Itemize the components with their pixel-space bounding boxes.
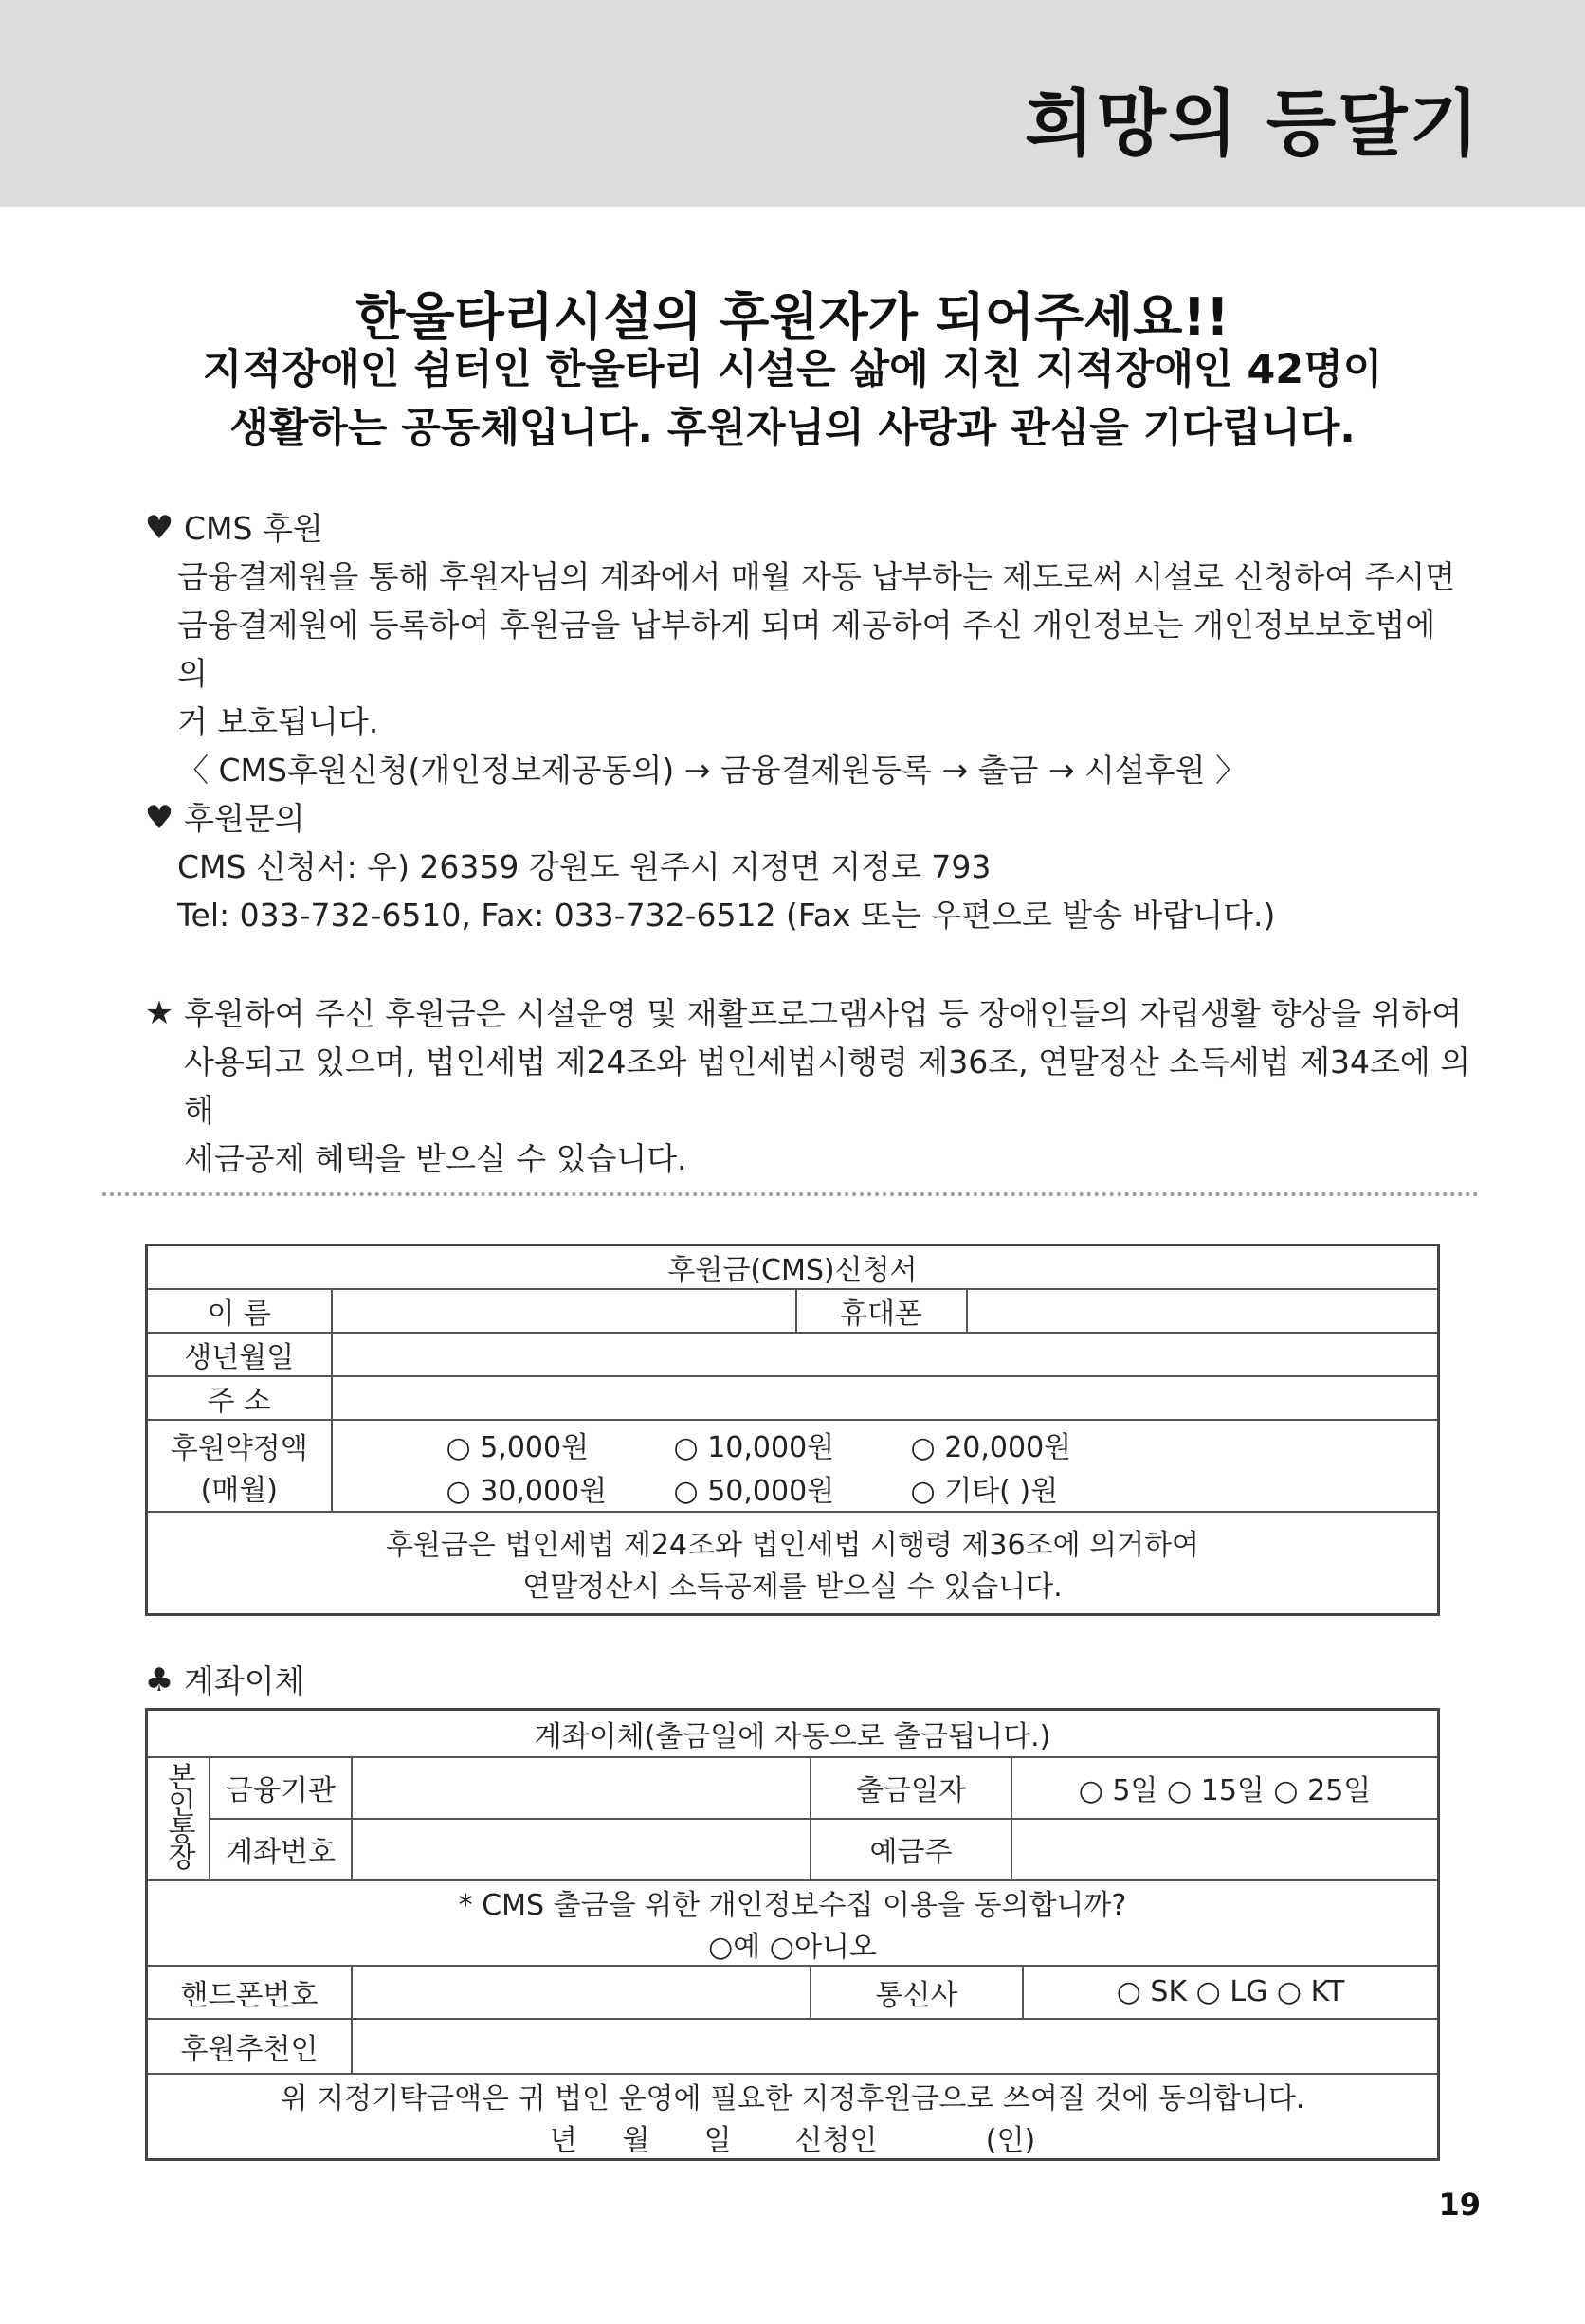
notice-line: 세금공제 혜택을 받으실 수 있습니다.	[184, 1140, 687, 1177]
star-icon: ★	[144, 994, 174, 1032]
form-title: 후원금(CMS)신청서	[147, 1245, 1439, 1290]
agreement-statement	[147, 2074, 1439, 2160]
referrer-label: 후원추천인	[147, 2019, 353, 2074]
transfer-form-title: 계좌이체(출금일에 자동으로 출금됩니다.)	[147, 1710, 1439, 1757]
address-label: 주 소	[147, 1376, 332, 1420]
privacy-consent-options[interactable]: ○예 ○아니오	[708, 1930, 877, 1964]
privacy-consent	[147, 1880, 1439, 1966]
birthdate-field[interactable]	[332, 1333, 1439, 1376]
address-field[interactable]	[332, 1376, 1439, 1420]
name-field[interactable]	[332, 1289, 796, 1333]
cms-heading: CMS 후원	[184, 510, 323, 547]
account-number-label: 계좌번호	[210, 1819, 352, 1880]
page-number: 19	[1438, 2187, 1481, 2223]
carrier-label: 통신사	[811, 1966, 1023, 2019]
phone-label: 휴대폰	[796, 1289, 967, 1333]
amount-option-20000[interactable]: ○ 20,000원	[910, 1430, 1072, 1464]
inquiry-heading: 후원문의	[184, 800, 305, 837]
phone-field[interactable]	[967, 1289, 1439, 1333]
name-label: 이 름	[147, 1289, 332, 1333]
club-icon: ♣	[144, 1661, 174, 1699]
withdraw-date-label: 출금일자	[811, 1757, 1011, 1819]
notice-line: 후원하여 주신 후원금은 시설운영 및 재활프로그램사업 등 장애인들의 자립생활 향상을 위하여	[184, 995, 1463, 1032]
bank-label: 금융기관	[210, 1757, 352, 1819]
cms-line: 금융결제원을 통해 후원자님의 계좌에서 매월 자동 납부하는 제도로써 시설로 신청하여 주시면	[177, 558, 1456, 595]
signature-line: 년 월 일 신청인 (인)	[549, 2123, 1036, 2157]
transfer-heading: 계좌이체	[184, 1662, 305, 1699]
headline-line-3: 생활하는 공동체입니다. 후원자님의 사랑과 관심을 기다립니다.	[229, 405, 1356, 452]
transfer-section	[144, 1657, 1471, 1705]
tax-notice-section	[144, 990, 1471, 1183]
amount-option-30000[interactable]: ○ 30,000원	[446, 1474, 608, 1508]
own-account-label	[147, 1757, 210, 1880]
amount-options	[332, 1420, 1439, 1512]
tax-note-line: 연말정산시 소득공제를 받으실 수 있습니다.	[522, 1570, 1063, 1604]
own-account-text: 본인통장	[162, 1761, 195, 1868]
privacy-consent-question: * CMS 출금을 위한 개인정보수집 이용을 동의합니까?	[458, 1888, 1127, 1922]
account-holder-label: 예금주	[811, 1819, 1011, 1880]
heart-icon: ♥	[144, 509, 174, 547]
mobile-label: 핸드폰번호	[147, 1966, 353, 2019]
inquiry-address: CMS 신청서: 우) 26359 강원도 원주시 지정면 지정로 793	[177, 848, 992, 885]
amount-option-10000[interactable]: ○ 10,000원	[673, 1430, 835, 1464]
notice-line: 사용되고 있으며, 법인세법 제24조와 법인세법시행령 제36조, 연말정산 소득세법 제34조에 의해	[184, 1044, 1471, 1129]
cms-line: 금융결제원에 등록하여 후원금을 납부하게 되며 제공하여 주신 개인정보는 개인정보보호법에 의	[177, 607, 1436, 692]
cms-section	[144, 504, 1471, 794]
birthdate-label: 생년월일	[147, 1333, 332, 1376]
cms-application-form	[145, 1244, 1440, 1616]
dotted-divider	[102, 1192, 1479, 1196]
amount-option-50000[interactable]: ○ 50,000원	[673, 1474, 835, 1508]
headline-line-2: 지적장애인 쉼터인 한울타리 시설은 삶에 지친 지적장애인 42명이	[202, 346, 1383, 393]
tax-deduction-note	[147, 1512, 1439, 1614]
amount-option-other[interactable]: ○ 기타( )원	[910, 1474, 1059, 1508]
cms-line: 거 보호됩니다.	[177, 703, 379, 740]
headline-title: 한울타리시설의 후원자가 되어주세요!!	[355, 287, 1230, 347]
amount-label-period: (매월)	[200, 1473, 278, 1507]
account-number-field[interactable]	[352, 1819, 811, 1880]
inquiry-section	[144, 794, 1471, 939]
amount-label-text: 후원약정액	[170, 1431, 308, 1465]
bank-field[interactable]	[352, 1757, 811, 1819]
referrer-field[interactable]	[352, 2019, 1439, 2074]
page-header-title: 희망의 등달기	[1025, 82, 1481, 166]
agreement-line: 위 지정기탁금액은 귀 법인 운영에 필요한 지정후원금으로 쓰여질 것에 동의합니다.	[280, 2081, 1305, 2115]
amount-label	[147, 1420, 332, 1512]
inquiry-contact: Tel: 033-732-6510, Fax: 033-732-6512 (Fax 또는 우편으로 발송 바랍니다.)	[177, 897, 1276, 934]
amount-option-5000[interactable]: ○ 5,000원	[446, 1430, 590, 1464]
heart-icon: ♥	[144, 799, 174, 837]
tax-note-line: 후원금은 법인세법 제24조와 법인세법 시행령 제36조에 의거하여	[385, 1528, 1200, 1562]
account-transfer-form	[145, 1708, 1440, 2161]
mobile-field[interactable]	[352, 1966, 811, 2019]
cms-process-line: 〈 CMS후원신청(개인정보제공동의) → 금융결제원등록 → 출금 → 시설후원 〉	[177, 752, 1248, 789]
account-holder-field[interactable]	[1011, 1819, 1439, 1880]
carrier-options[interactable]: ○ SK ○ LG ○ KT	[1023, 1966, 1439, 2019]
withdraw-date-options[interactable]: ○ 5일 ○ 15일 ○ 25일	[1011, 1757, 1439, 1819]
